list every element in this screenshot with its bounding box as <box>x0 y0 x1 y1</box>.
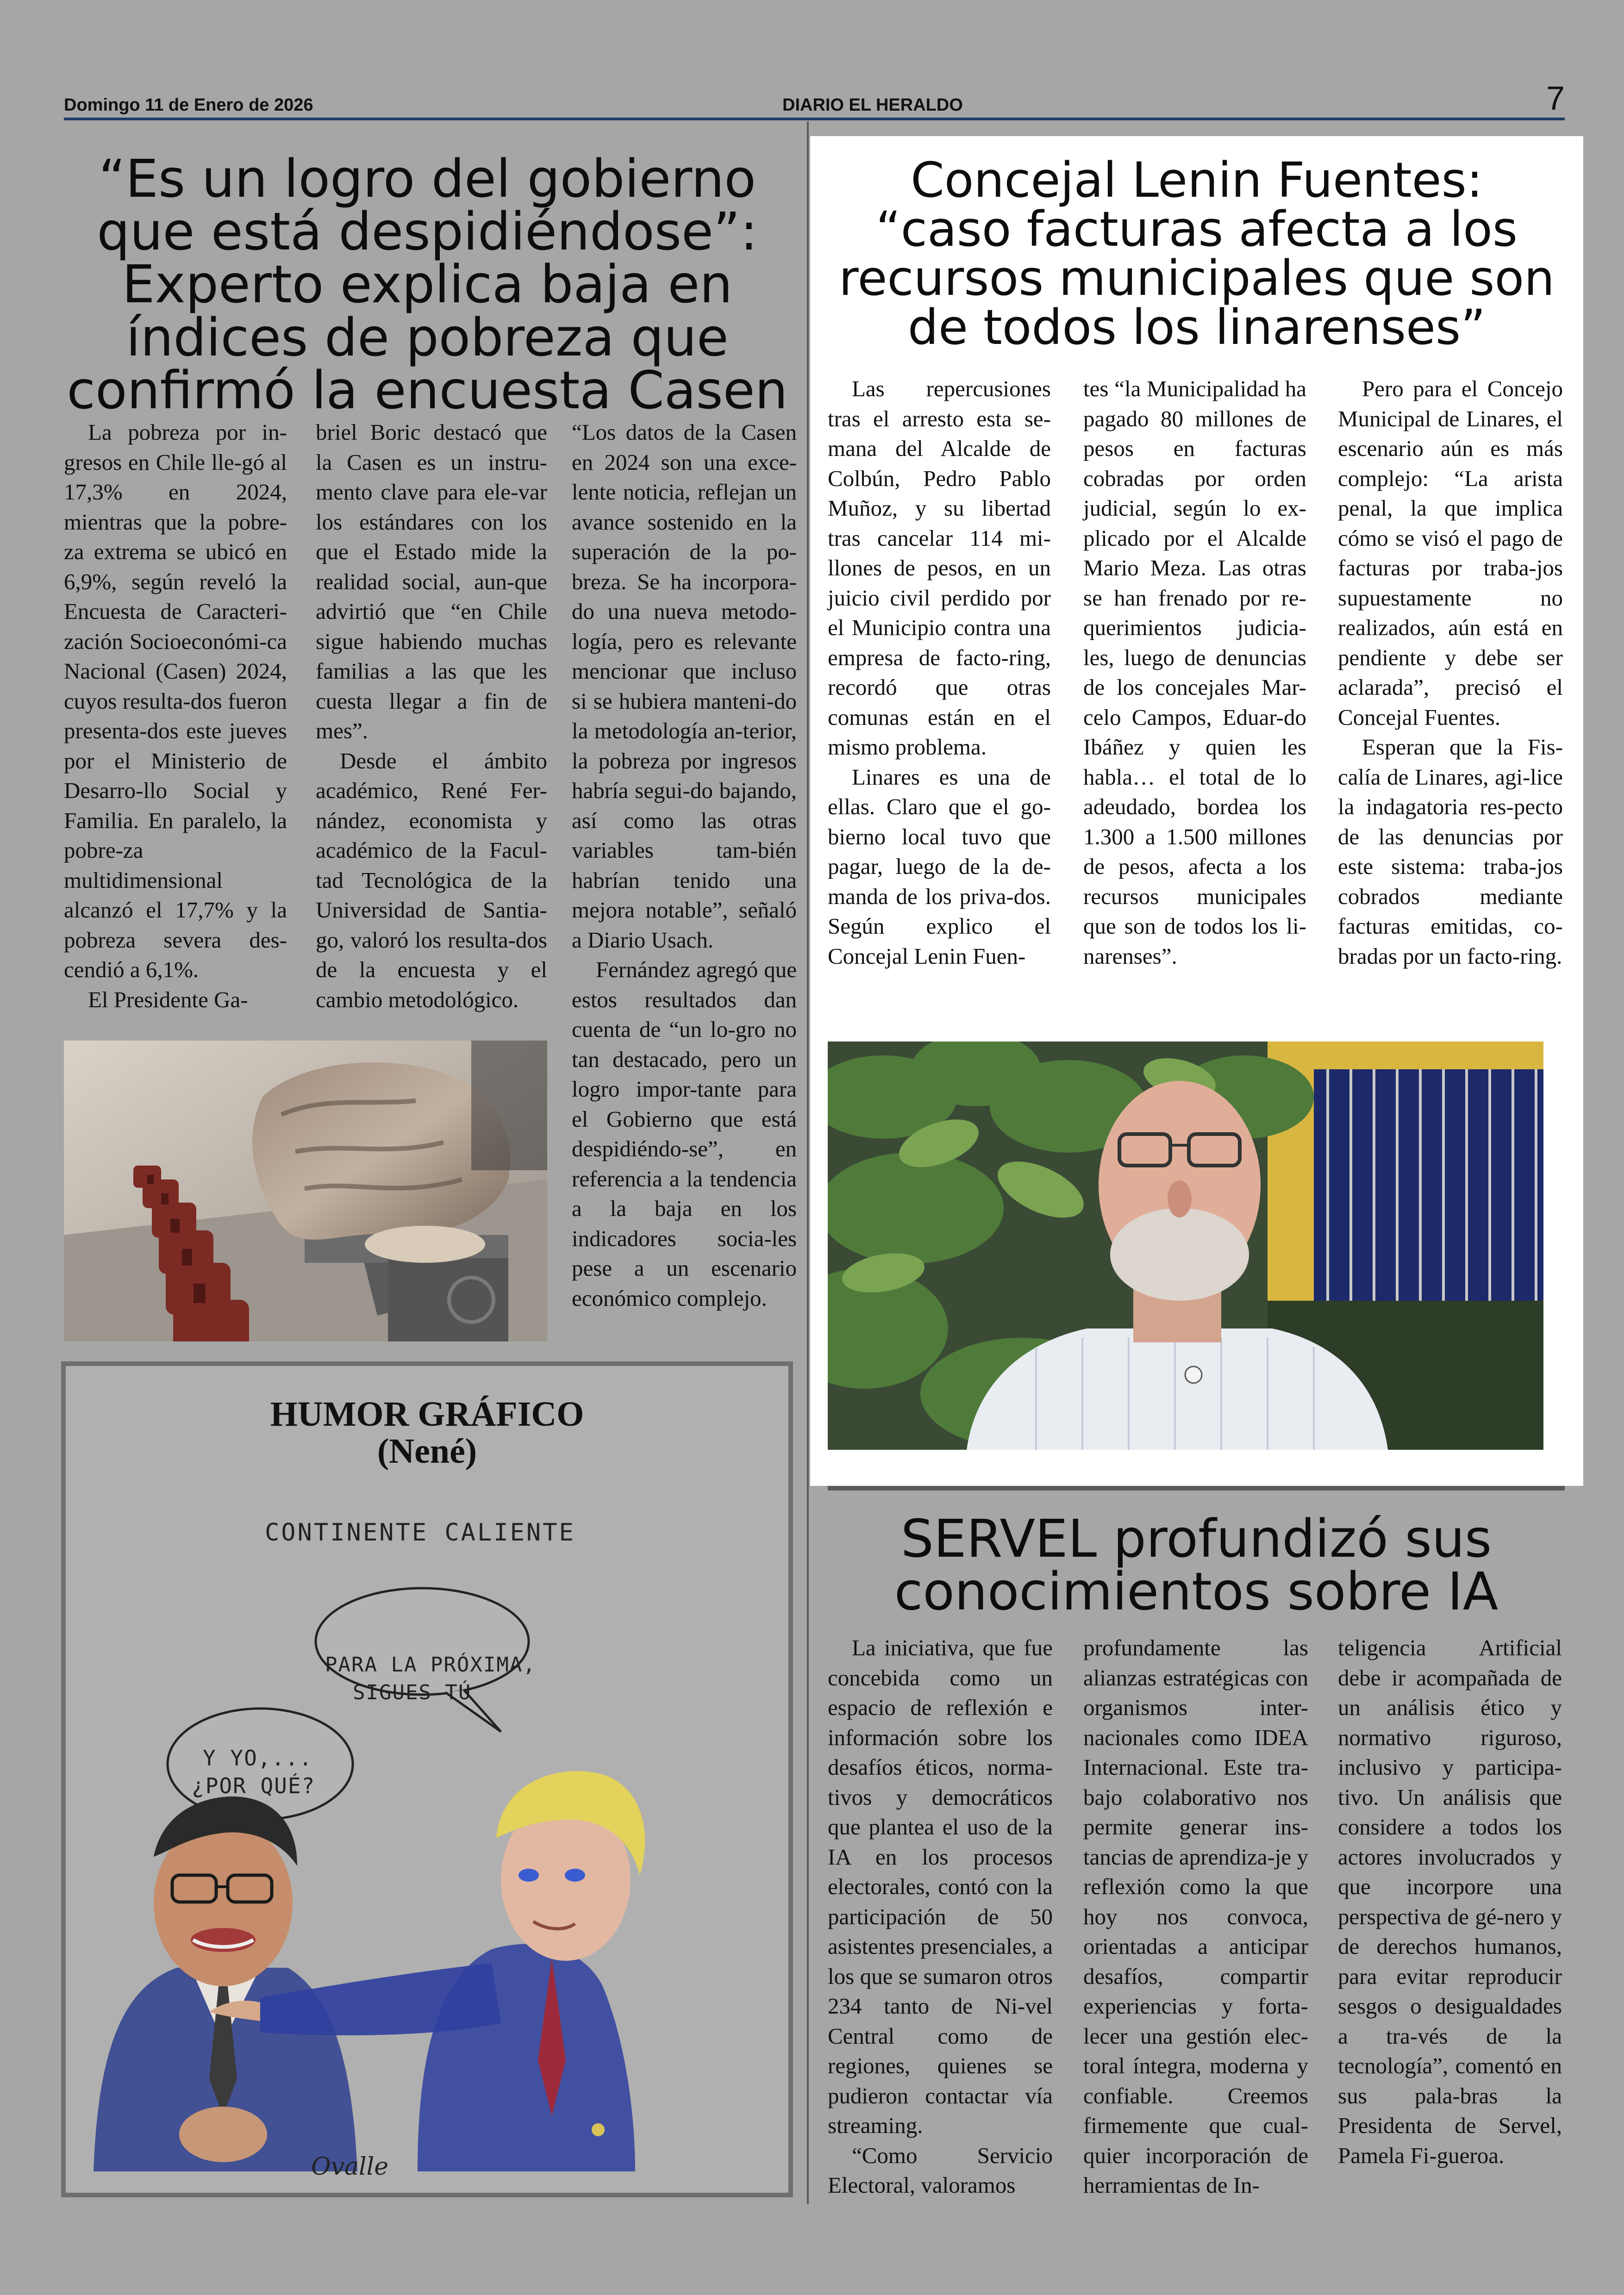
paragraph: La iniciativa, que fue concebida como un espacio de reflexión e información sobre los desafíos éticos, norma-tivos y democráticos que plantea el uso de la IA en los procesos electorales, contó con la participación de 50 asistentes presenciales, a los que se sumaron otros 234 tanto de Ni-vel Central como de regiones, quienes se pudieron contactar vía streaming. <box>828 1635 1053 2138</box>
article-photo-street-bench <box>64 1041 547 1341</box>
humor-grafico-box <box>61 1361 793 2197</box>
article-photo-concejal <box>828 1041 1543 1450</box>
paragraph: Desde el ámbito académico, René Fer-nández, economista y académico de la Facul-tad Tecnológica de la Universidad de Santia-go, valoró los resulta-dos de la encuesta y el cambio metodológico. <box>316 748 547 1012</box>
paragraph: Las repercusiones tras el arresto esta se-mana del Alcalde de Colbún, Pedro Pablo Muñoz, y su libertad tras cancelar 114 mi-llones de pesos, en un juicio civil perdido por el Municipio contra una empresa de facto-ring, recordó que otras comunas están en el mismo problema. <box>828 376 1051 760</box>
paragraph: “Como Servicio Electoral, valoramos <box>828 2142 1053 2198</box>
article-casen <box>64 149 797 1356</box>
humor-author: (Nené) <box>377 1432 477 1471</box>
article-servel <box>828 1486 1566 2208</box>
article-headline: SERVEL profundizó sus conocimientos sobre IA <box>894 1509 1499 1622</box>
bubble-right-line1: PARA LA PRÓXIMA, <box>325 1653 536 1677</box>
article-column-3 <box>572 418 797 1313</box>
article-column-3 <box>1338 374 1563 971</box>
paragraph: profundamente las alianzas estratégicas con organismos inter-nacionales como IDEA Internacional. Este tra-bajo colaborativo nos permite generar ins-tancias de aprendiza-je y reflexión como la que hoy nos convoca, orientadas a anticipar desafíos, compartir experiencias y forta-lecer una gestión elec-toral íntegra, moderna y confiable. Creemos firmemente que cual-quier incorporación de herramientas de In- <box>1083 1635 1308 2198</box>
concejal-portrait-illustration <box>828 1041 1543 1450</box>
article-column-1 <box>828 1633 1053 2201</box>
paragraph: “Los datos de la Casen en 2024 son una exce-lente noticia, reflejan un avance sostenido en la superación de la po-breza. Se ha incorpora-do una nueva metodo-logía, pero es relevante mencionar que incluso si se hubiera manteni-do la metodología an-terior, la pobreza por ingresos habría segui-do bajando, así como las otras variables tam-bién habrían tenido una mejora notable”, señaló a Diario Usach. <box>572 419 797 953</box>
issue-date: Domingo 11 de Enero de 2026 <box>64 95 313 115</box>
paragraph: El Presidente Ga- <box>88 986 248 1012</box>
paragraph: Pero para el Concejo Municipal de Linares, el escenario aún es más complejo: “La arista penal, la que implica cómo se visó el pago de facturas por traba-jos supuestamente no realizados, aún está en pendiente y debe ser aclarada”, precisó el Concejal Fuentes. <box>1338 376 1563 730</box>
paragraph: Esperan que la Fis-calía de Linares, agi-lice la indagatoria res-pecto de las denuncias por este sistema: traba-jos cobrados mediante facturas emitidas, co-bradas por un facto-ring. <box>1338 734 1563 969</box>
article-column-1 <box>64 418 287 1015</box>
article-concejal <box>810 136 1583 1486</box>
paragraph: Fernández agregó que estos resultados dan cuenta de “un lo-gro no tan destacado, pero un logro impor-tante para el Gobierno que está despidiéndo-se”, en referencia a la tendencia a la baja en los indicadores socia-les pese a un escenario económico complejo. <box>572 957 797 1311</box>
humor-title: HUMOR GRÁFICO <box>270 1395 584 1434</box>
street-bench-illustration <box>64 1041 547 1341</box>
article-headline: “Es un logro del gobierno que está despidiéndose”: Experto explica baja en índices de pobreza que confirmó la encuesta Casen <box>67 149 788 421</box>
paragraph: La pobreza por in-gresos en Chile lle-gó al 17,3% en 2024, mientras que la pobre-za extrema se ubicó en 6,9%, según reveló la Encuesta de Caracteri-zación Socioeconómi-ca Nacional (Casen) 2024, cuyos resulta-dos fueron presenta-dos este jueves por el Ministerio de Desarro-llo Social y Familia. En paralelo, la pobre-za multidimensional alcanzó el 17,7% y la pobreza severa des-cendió a 6,1%. <box>64 419 287 982</box>
paragraph: Linares es una de ellas. Claro que el go-bierno local tuvo que pagar, luego de la de-manda de los priva-dos. Según explico el Concejal Lenin Fuen- <box>828 764 1051 969</box>
header-rule <box>64 118 1565 120</box>
column-divider <box>807 121 809 2204</box>
bubble-left-line2: ¿POR QUÉ? <box>192 1773 316 1798</box>
paragraph: tes “la Municipalidad ha pagado 80 millones de pesos en facturas cobradas por orden judicial, según lo ex-plicado por el Alcalde Mario Meza. Las otras se han frenado por re-querimientos judicia-les, luego de denuncias de los concejales Mar-celo Campos, Eduar-do Ibáñez y quien les habla… el total de lo adeudado, bordea los 1.300 a 1.500 millones de pesos, afecta a los recursos municipales que son de todos los li-narenses”. <box>1083 376 1306 969</box>
article-column-2 <box>1083 1633 1308 2201</box>
article-column-1 <box>828 374 1051 971</box>
article-column-2 <box>1083 374 1306 971</box>
bubble-right-line2: SIGUES TÚ <box>353 1681 472 1704</box>
page-number: 7 <box>1546 80 1565 117</box>
article-headline: Concejal Lenin Fuentes: “caso facturas afecta a los recursos municipales que son de todos los linarenses” <box>838 152 1555 356</box>
article-rule <box>828 1486 1565 1491</box>
cartoon-signature: Ovalle <box>311 2153 389 2181</box>
paragraph: briel Boric destacó que la Casen es un instru-mento clave para ele-var los estándares con los que el Estado mide la realidad social, aun-que advirtió que “en Chile sigue habiendo muchas familias a las que les cuesta llegar a fin de mes”. <box>316 419 547 743</box>
paragraph: teligencia Artificial debe ir acompañada de un análisis ético y normativo riguroso, inclusivo y participa-tivo. Un análisis que considere a todos los actores involucrados y que incorpore una perspectiva de gé-nero y de derechos humanos, para evitar reproducir sesgos o desigualdades a tra-vés de la tecnología”, comentó en sus pala-bras la Presidenta de Servel, Pamela Fi-gueroa. <box>1338 1635 1562 2168</box>
paper-name: DIARIO EL HERALDO <box>782 95 963 115</box>
bubble-left-line1: Y YO,... <box>203 1746 313 1771</box>
article-column-2 <box>316 418 547 1015</box>
article-column-3 <box>1338 1633 1562 2170</box>
cartoon-caption: CONTINENTE CALIENTE <box>265 1519 575 1547</box>
